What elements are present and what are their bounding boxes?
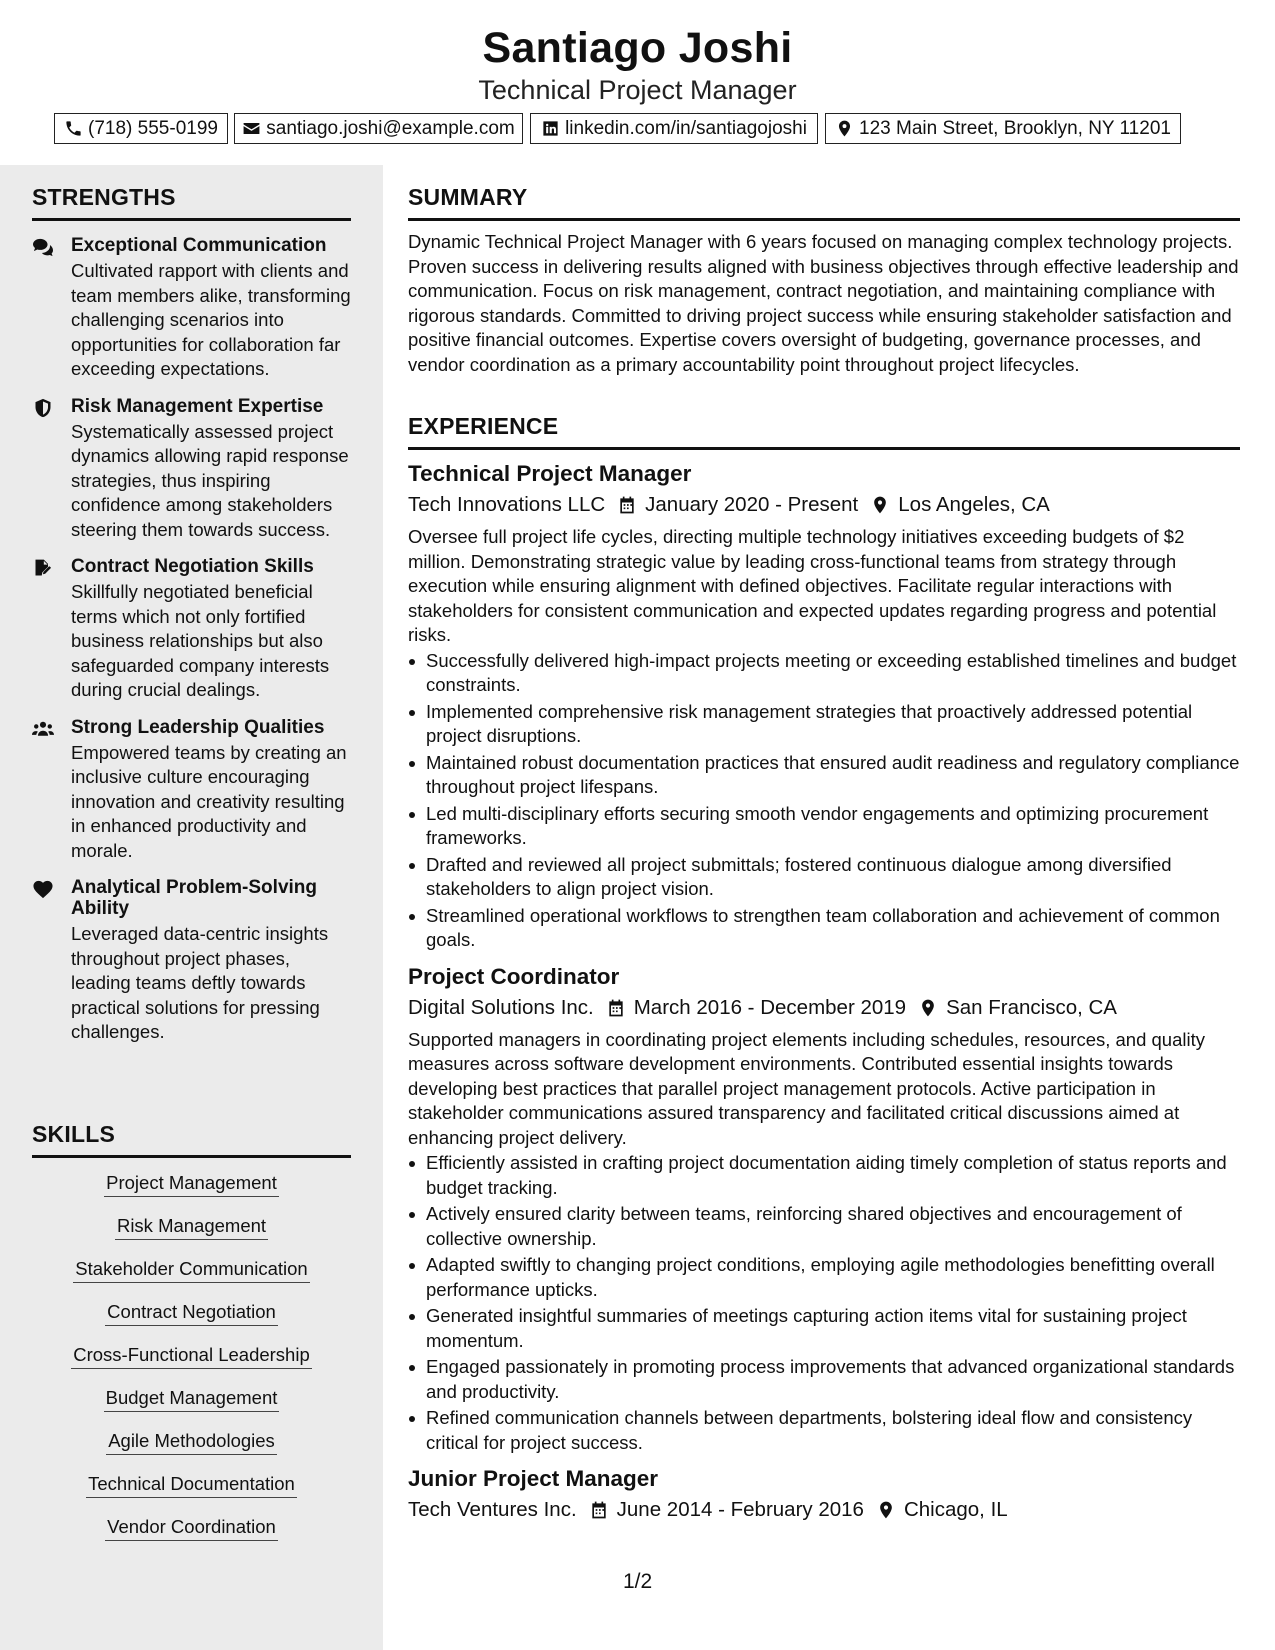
contact-linkedin[interactable]	[530, 113, 818, 144]
strength-description: Empowered teams by creating an inclusive culture encouraging innovation and creativity resulting in enhanced productivity and morale.	[71, 741, 347, 861]
strength-item	[32, 717, 351, 864]
calendar-icon	[577, 1500, 617, 1520]
job-entry	[408, 1465, 1240, 1525]
skills-heading: SKILLS	[32, 1120, 351, 1158]
job-company: Tech Ventures Inc.	[408, 1498, 577, 1521]
contact-email-text: santiago.joshi@example.com	[266, 117, 515, 139]
summary-text: Dynamic Technical Project Manager with 6 years focused on managing complex technology projects. Proven success in delivering results aligned with business objectives through effective leadership and communication. Focus on risk management, contract negotiation, and maintaining compliance with rigorous standards. Committed to driving project success while ensuring stakeholder satisfaction and positive financial outcomes. Expertise covers oversight of budgeting, governance processes, and vendor coordination as a primary accountability point throughout project lifecycles.	[408, 231, 1239, 375]
comments-icon	[32, 237, 54, 257]
contact-phone[interactable]	[54, 113, 228, 144]
envelope-icon	[242, 119, 261, 138]
summary-section	[408, 183, 1240, 377]
skill-item: Budget Management	[104, 1386, 280, 1412]
users-icon	[32, 719, 54, 739]
candidate-title: Technical Project Manager	[478, 75, 797, 105]
contact-address-text: 123 Main Street, Brooklyn, NY 11201	[859, 117, 1171, 139]
job-meta	[408, 993, 1240, 1023]
candidate-name: Santiago Joshi	[482, 24, 793, 72]
sidebar	[0, 165, 383, 1650]
job-dates: March 2016 - December 2019	[633, 995, 907, 1019]
contact-phone-text: (718) 555-0199	[88, 117, 218, 139]
job-meta	[408, 490, 1240, 520]
job-entry	[408, 460, 1240, 953]
heart-icon	[32, 879, 54, 899]
job-description: Oversee full project life cycles, directing multiple technology initiatives exceeding budgets of $2 million. Demonstrating strategic value by leading cross-functional teams from strategy through execution while ensuring alignment with defined objectives. Facilitate regular interactions with stakeholders for consistent communication and expected updates regarding progress and potential risks.	[408, 526, 1217, 645]
skill-item: Technical Documentation	[86, 1472, 297, 1498]
job-dates: June 2014 - February 2016	[616, 1498, 864, 1521]
strength-title: Analytical Problem-Solving Ability	[71, 877, 317, 919]
bullet-item: Maintained robust documentation practices that ensured audit readiness and regulatory compliance throughout project lifespans.	[408, 751, 1240, 800]
bullet-item: Efficiently assisted in crafting project documentation aiding timely completion of status reports and budget tracking.	[408, 1151, 1240, 1200]
job-location: San Francisco, CA	[946, 995, 1117, 1019]
skill-item: Project Management	[104, 1171, 279, 1197]
shield-icon	[32, 398, 54, 418]
job-title: Project Coordinator	[408, 963, 620, 989]
file-signature-icon	[32, 558, 54, 578]
experience-section	[408, 412, 1240, 1525]
experience-heading: EXPERIENCE	[408, 412, 1240, 450]
map-marker-icon	[906, 998, 946, 1018]
strength-title: Contract Negotiation Skills	[71, 556, 314, 577]
strength-item	[32, 396, 351, 543]
job-description: Supported managers in coordinating project elements including schedules, resources, and quality measures across software development environments. Contributed essential insights towards developing best practices that parallel project management protocols. Active participation in stakeholder communications assured transparency and facilitated critical discussions aimed at enhancing project delivery.	[408, 1028, 1205, 1148]
strength-description: Leveraged data-centric insights throughout project phases, leading teams deftly towards practical solutions for pressing challenges.	[71, 923, 329, 1042]
job-company: Digital Solutions Inc.	[408, 995, 594, 1019]
skill-item: Cross-Functional Leadership	[71, 1343, 312, 1369]
skills-list	[32, 1171, 351, 1541]
job-bullets	[408, 1151, 1240, 1455]
map-marker-icon	[858, 495, 898, 515]
job-title: Technical Project Manager	[408, 461, 692, 486]
job-location: Los Angeles, CA	[898, 493, 1050, 516]
calendar-icon	[605, 495, 645, 515]
bullet-item: Drafted and reviewed all project submittals; fostered continuous dialogue among diversified stakeholders to align project vision.	[408, 853, 1240, 902]
strength-title: Exceptional Communication	[71, 235, 327, 256]
contact-bar	[54, 113, 1217, 144]
resume-header	[0, 0, 1275, 165]
bullet-item: Led multi-disciplinary efforts securing smooth vendor engagements and optimizing procurement frameworks.	[408, 802, 1240, 851]
contact-email[interactable]	[234, 113, 523, 144]
bullet-item: Actively ensured clarity between teams, reinforcing shared objectives and encouragement of collective ownership.	[408, 1202, 1240, 1251]
strength-title: Strong Leadership Qualities	[71, 716, 325, 738]
strength-description: Skillfully negotiated beneficial terms which not only fortified business relationships but also safeguarded company interests during crucial dealings.	[71, 581, 330, 700]
bullet-item: Generated insightful summaries of meetings capturing action items vital for sustaining project momentum.	[408, 1304, 1240, 1353]
job-company: Tech Innovations LLC	[408, 493, 606, 516]
contact-address[interactable]	[825, 113, 1181, 144]
strength-item	[32, 235, 351, 382]
strength-item	[32, 556, 351, 703]
page-number: 1/2	[623, 1570, 653, 1593]
job-location: Chicago, IL	[903, 1498, 1008, 1521]
strength-title: Risk Management Expertise	[71, 395, 324, 417]
job-title: Junior Project Manager	[408, 1466, 659, 1491]
strength-description: Cultivated rapport with clients and team members alike, transforming challenging scenarios into opportunities for collaboration far exceeding expectations.	[71, 260, 351, 379]
summary-heading: SUMMARY	[408, 183, 1240, 221]
bullet-item: Implemented comprehensive risk management strategies that proactively addressed potential project disruptions.	[408, 700, 1240, 749]
linkedin-icon	[541, 119, 560, 138]
strengths-section	[32, 183, 351, 1045]
skill-item: Vendor Coordination	[105, 1515, 278, 1541]
strength-item	[32, 877, 351, 1045]
skills-section	[32, 1120, 351, 1558]
job-entry	[408, 963, 1240, 1456]
strengths-heading: STRENGTHS	[32, 183, 351, 221]
job-meta	[408, 1495, 1240, 1525]
contact-linkedin-text: linkedin.com/in/santiagojoshi	[565, 117, 807, 139]
bullet-item: Refined communication channels between departments, bolstering ideal flow and consistency critical for project success.	[408, 1406, 1240, 1455]
job-bullets	[408, 649, 1240, 953]
calendar-icon	[594, 998, 634, 1018]
map-marker-icon	[864, 1500, 904, 1520]
bullet-item: Adapted swiftly to changing project conditions, employing agile methodologies benefitting overall performance upticks.	[408, 1253, 1240, 1302]
strength-description: Systematically assessed project dynamics allowing rapid response strategies, thus inspiring confidence among stakeholders steering them towards success.	[71, 420, 349, 540]
map-marker-icon	[835, 119, 854, 138]
skill-item: Risk Management	[115, 1214, 268, 1240]
bullet-item: Engaged passionately in promoting process improvements that advanced organizational standards and productivity.	[408, 1355, 1240, 1404]
skill-item: Agile Methodologies	[106, 1429, 277, 1455]
job-dates: January 2020 - Present	[645, 493, 859, 516]
skill-item: Contract Negotiation	[105, 1300, 278, 1326]
phone-icon	[64, 119, 83, 138]
skill-item: Stakeholder Communication	[73, 1257, 309, 1283]
bullet-item: Streamlined operational workflows to strengthen team collaboration and achievement of common goals.	[408, 904, 1240, 953]
bullet-item: Successfully delivered high-impact projects meeting or exceeding established timelines and budget constraints.	[408, 649, 1240, 698]
main-column	[408, 165, 1240, 1650]
